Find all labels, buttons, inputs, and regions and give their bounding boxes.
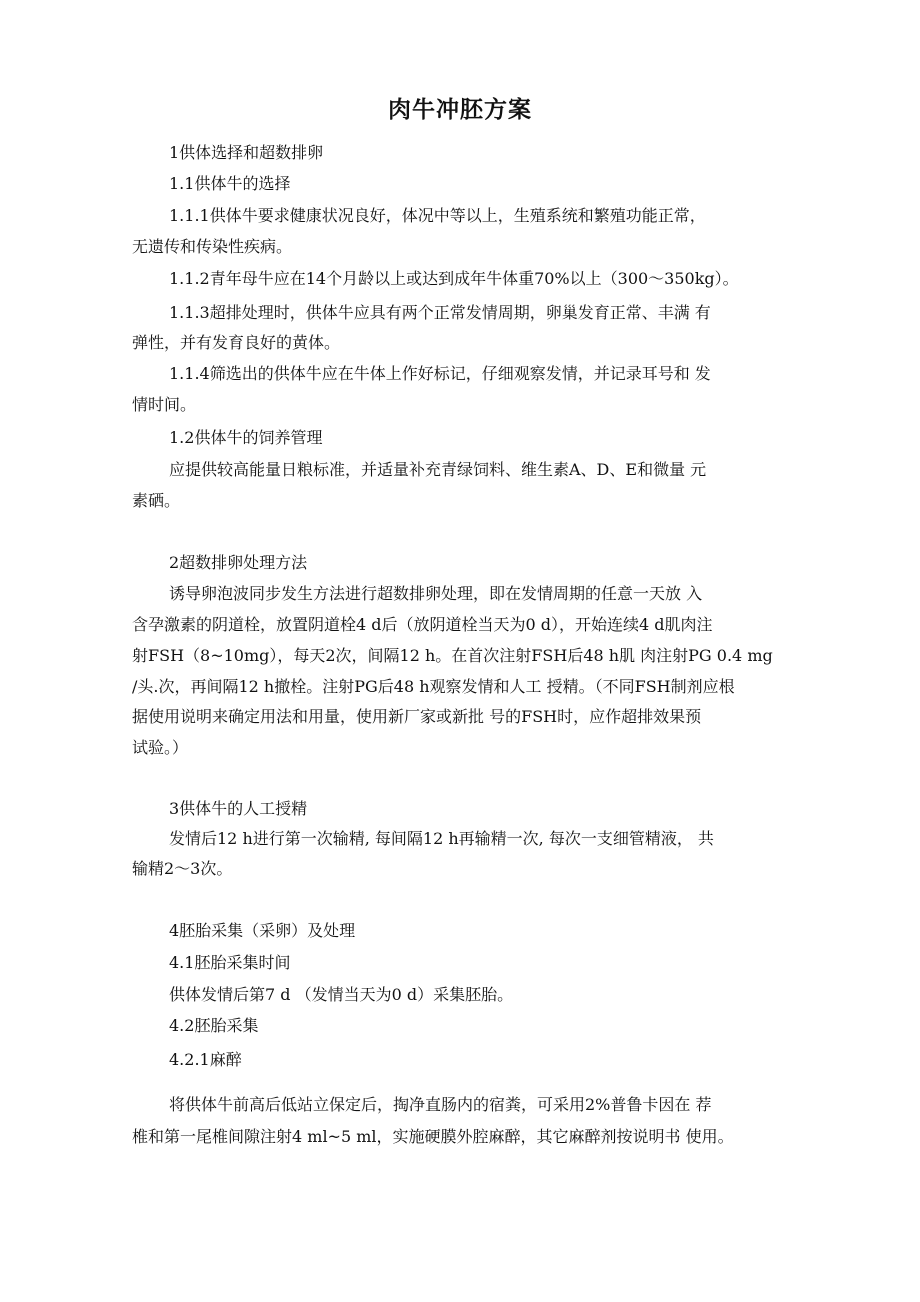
heading-4: 4胚胎采集（采卵）及处理 xyxy=(169,921,356,940)
paragraph-line: 射FSH（8~10mg），每天2次，间隔12 h。在首次注射FSH后48 h肌 肉注射PG 0.4 mg xyxy=(132,646,773,665)
paragraph-line: 供体发情后第7 d （发情当天为0 d）采集胚胎。 xyxy=(169,985,514,1004)
paragraph-line: 1.1.2青年母牛应在14个月龄以上或达到成年牛体重70%以上（300～350kg）。 xyxy=(169,269,739,288)
paragraph-line: 1.1.1供体牛要求健康状况良好，体况中等以上，生殖系统和繁殖功能正常， xyxy=(169,206,706,225)
heading-2: 2超数排卵处理方法 xyxy=(169,553,308,572)
paragraph-line: 将供体牛前高后低站立保定后，掏净直肠内的宿粪，可采用2%普鲁卡因在 荐 xyxy=(169,1095,712,1114)
paragraph-line: 据使用说明来确定用法和用量，使用新厂家或新批 号的FSH时，应作超排效果预 xyxy=(132,707,702,726)
paragraph-line: 素硒。 xyxy=(132,491,181,510)
paragraph-line: 发情后12 h进行第一次输精, 每间隔12 h再输精一次, 每次一支细管精液， 共 xyxy=(169,829,714,848)
paragraph-line: 弹性，并有发育良好的黄体。 xyxy=(132,333,341,352)
document-title: 肉牛冲胚方案 xyxy=(388,97,532,123)
paragraph-line: /头.次，再间隔12 h撤栓。注射PG后48 h观察发情和人工 授精。（不同FSH制剂应根 xyxy=(132,677,735,696)
heading-4-2: 4.2胚胎采集 xyxy=(169,1016,259,1035)
heading-4-2-1: 4.2.1麻醉 xyxy=(169,1050,242,1069)
paragraph-line: 1.1.3超排处理时，供体牛应具有两个正常发情周期，卵巢发育正常、丰满 有 xyxy=(169,303,711,322)
paragraph-line: 椎和第一尾椎间隙注射4 ml~5 ml，实施硬膜外腔麻醉，其它麻醉剂按说明书 使用。 xyxy=(132,1127,734,1146)
paragraph-line: 输精2～3次。 xyxy=(132,859,233,878)
heading-4-1: 4.1胚胎采集时间 xyxy=(169,953,291,972)
paragraph-line: 诱导卵泡波同步发生方法进行超数排卵处理，即在发情周期的任意一天放 入 xyxy=(169,584,703,603)
paragraph-line: 无遗传和传染性疾病。 xyxy=(132,237,293,256)
heading-3: 3供体牛的人工授精 xyxy=(169,799,308,818)
heading-1-1: 1.1供体牛的选择 xyxy=(169,174,291,193)
paragraph-line: 1.1.4筛选出的供体牛应在牛体上作好标记，仔细观察发情，并记录耳号和 发 xyxy=(169,364,711,383)
paragraph-line: 应提供较高能量日粮标准，并适量补充青绿饲料、维生素A、D、E和微量 元 xyxy=(169,460,707,479)
paragraph-line: 含孕激素的阴道栓，放置阴道栓4 d后（放阴道栓当天为0 d），开始连续4 d肌肉注 xyxy=(132,615,713,634)
heading-1: 1供体选择和超数排卵 xyxy=(169,143,324,162)
heading-1-2: 1.2供体牛的饲养管理 xyxy=(169,428,323,447)
paragraph-line: 试验。） xyxy=(132,738,189,757)
paragraph-line: 情时间。 xyxy=(132,395,197,414)
